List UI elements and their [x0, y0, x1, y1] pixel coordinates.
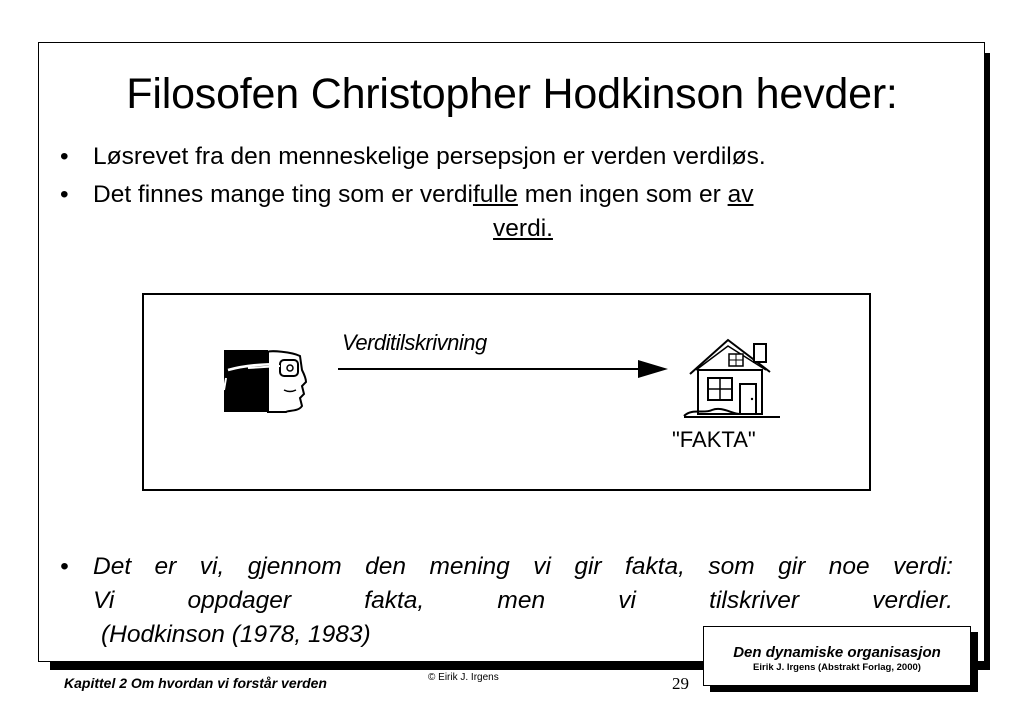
slide-title: Filosofen Christopher Hodkinson hevder:: [126, 70, 898, 118]
fakta-label: "FAKTA": [672, 427, 756, 452]
person-with-glasses-icon: [222, 350, 312, 414]
bullet-3-line2: Vi oppdager fakta, men vi tilskriver verdier.: [93, 587, 953, 614]
bullet-2-underlined-verdi: verdi.: [493, 215, 553, 242]
footer-chapter: Kapittel 2 Om hvordan vi forstår verden: [64, 675, 327, 691]
house-icon: [682, 336, 790, 420]
book-reference-box: [703, 626, 971, 686]
book-subtitle: Eirik J. Irgens (Abstrakt Forlag, 2000): [753, 662, 921, 673]
bullet-2-part3: men ingen som er: [517, 181, 728, 208]
bullet-1: [60, 140, 960, 174]
bullet-2-part1: Det finnes mange ting som er verdi: [93, 181, 473, 208]
bullet-2-text: [93, 178, 953, 212]
book-title: Den dynamiske organisasjon: [733, 644, 941, 661]
footer-copyright: © Eirik J. Irgens: [428, 672, 499, 683]
bullet-2-underlined-av: av: [727, 181, 754, 208]
bullet-3-citation: (Hodkinson (1978, 1983): [101, 621, 371, 648]
bullet-3-line1: Det er vi, gjennom den mening vi gir fakta, som gir noe verdi:: [93, 553, 953, 580]
arrow-label: Verditilskrivning: [342, 330, 487, 355]
bullet-1-text: Løsrevet fra den menneskelige persepsjon er verden verdiløs.: [93, 143, 766, 170]
bullet-2: [60, 178, 953, 246]
page-number: 29: [672, 674, 689, 693]
bullet-marker: •: [60, 553, 69, 580]
bullet-2-underlined-fulle: fulle: [472, 181, 518, 208]
bullet-marker: •: [60, 181, 69, 208]
bullet-marker: •: [60, 143, 69, 170]
arrow-icon: [338, 360, 670, 378]
